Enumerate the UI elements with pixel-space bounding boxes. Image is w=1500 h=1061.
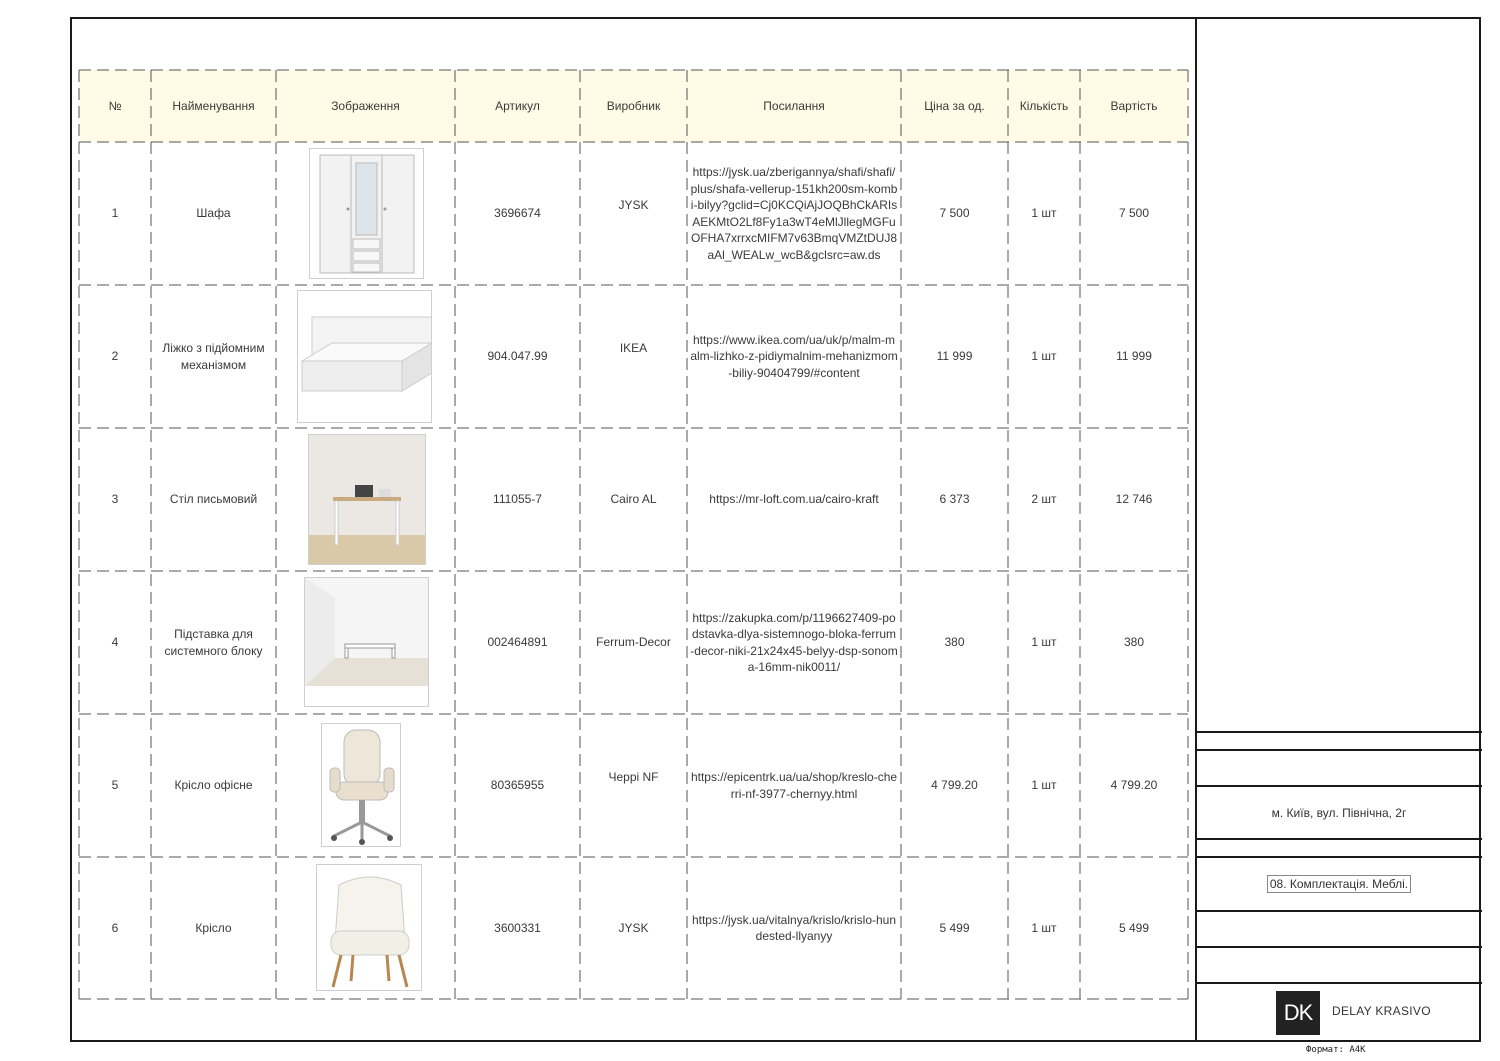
row-link[interactable]: https://mr-loft.com.ua/cairo-kraft xyxy=(709,492,879,507)
title-block-line xyxy=(1195,910,1482,912)
row-total: 12 746 xyxy=(1115,492,1153,507)
row-name: Стіл письмовий xyxy=(169,492,258,507)
row-maker: Ferrum-Decor xyxy=(596,635,671,650)
header-name: Найменування xyxy=(172,98,255,113)
row-name: Ліжко з підйомним механізмом xyxy=(162,341,265,372)
row-price: 6 373 xyxy=(939,492,970,507)
row-link[interactable]: https://www.ikea.com/ua/uk/p/malm-malm-lizhko-z-pidiymalnim-mehanizmom-biliy-90404799/#content xyxy=(690,332,898,380)
row-price: 4 799.20 xyxy=(931,778,978,793)
row-link[interactable]: https://jysk.ua/vitalnya/krislo/krislo-hundested-llyanyy xyxy=(691,912,897,943)
row-total: 7 500 xyxy=(1118,206,1150,221)
row-qty: 1 шт xyxy=(1031,778,1057,793)
row-qty: 1 шт xyxy=(1031,206,1057,221)
row-name: Шафа xyxy=(196,206,231,221)
title-block-line xyxy=(1195,749,1482,751)
row-article: 3600331 xyxy=(494,920,541,935)
row-price: 11 999 xyxy=(936,349,973,364)
row-number: 6 xyxy=(111,920,119,935)
row-article: 002464891 xyxy=(487,635,548,650)
row-article: 3696674 xyxy=(494,206,541,221)
row-price: 5 499 xyxy=(939,920,970,935)
row-number: 2 xyxy=(111,349,119,364)
company-name: DELAY KRASIVO xyxy=(1332,1004,1431,1018)
row-article: 904.047.99 xyxy=(487,349,548,364)
row-total: 11 999 xyxy=(1116,349,1152,364)
row-article: 80365955 xyxy=(490,778,545,793)
row-maker: Черрі NF xyxy=(608,769,659,784)
project-address: м. Київ, вул. Північна, 2г xyxy=(1271,805,1407,820)
row-qty: 1 шт xyxy=(1031,349,1057,364)
row-link[interactable]: https://jysk.ua/zberigannya/shafi/shafi/plus/shafa-vellerup-151kh200sm-kombi-bilyy?gclid=Cj0KCQiAjJOQBhCkARIsAEKMtO2Lf8Fy1a3wT4eMlJllegMGFuOFHA7xrrxcMIFM7v63BmqVMZtDUJ8aAl_WEALw_wcB&gclsrc=aw.ds xyxy=(690,165,898,262)
row-number: 1 xyxy=(111,206,119,221)
title-block-line xyxy=(1195,838,1482,840)
row-link[interactable]: https://zakupka.com/p/1196627409-podstavka-dlya-sistemnogo-bloka-ferrum-decor-niki-21x24x45-belyy-dsp-sonoma-16mm-nik0011/ xyxy=(690,610,898,674)
row-name: Крісло xyxy=(195,920,232,935)
row-maker: Cairo AL xyxy=(610,492,657,507)
row-price: 7 500 xyxy=(939,206,970,221)
row-maker: IKEA xyxy=(619,340,648,355)
row-total: 4 799.20 xyxy=(1110,778,1158,793)
row-number: 4 xyxy=(111,635,119,650)
row-maker: JYSK xyxy=(618,197,649,212)
row-link[interactable]: https://epicentrk.ua/ua/shop/kreslo-cherri-nf-3977-chernyy.html xyxy=(690,770,898,801)
header-number: № xyxy=(108,98,122,113)
row-price: 380 xyxy=(944,635,965,650)
row-number: 3 xyxy=(111,492,119,507)
header-image: Зображення xyxy=(331,98,400,113)
title-block-line xyxy=(1195,731,1482,733)
row-total: 5 499 xyxy=(1118,920,1150,935)
row-total: 380 xyxy=(1123,635,1145,650)
sheet-title: 08. Комплектація. Меблі. xyxy=(1267,875,1411,893)
sheet-title-cell xyxy=(1197,858,1481,910)
row-qty: 1 шт xyxy=(1031,635,1057,650)
row-qty: 2 шт xyxy=(1031,492,1057,507)
row-qty: 1 шт xyxy=(1031,920,1057,935)
header-article: Артикул xyxy=(495,98,540,113)
header-qty: Кількість xyxy=(1019,98,1069,113)
header-maker: Виробник xyxy=(606,98,661,113)
sheet-format: Формат: А4К xyxy=(1306,1045,1366,1055)
row-article: 111055-7 xyxy=(493,492,542,507)
row-maker: JYSK xyxy=(618,920,649,935)
company-logo: DK xyxy=(1276,991,1320,1035)
title-block-line xyxy=(1195,982,1482,984)
header-total: Вартість xyxy=(1110,98,1158,113)
title-block-line xyxy=(1195,946,1482,948)
row-name: Підставка для системного блоку xyxy=(164,627,263,658)
header-price: Ціна за од. xyxy=(924,98,985,113)
row-name: Крісло офісне xyxy=(174,778,253,793)
row-number: 5 xyxy=(111,778,119,793)
header-link: Посилання xyxy=(763,98,825,113)
